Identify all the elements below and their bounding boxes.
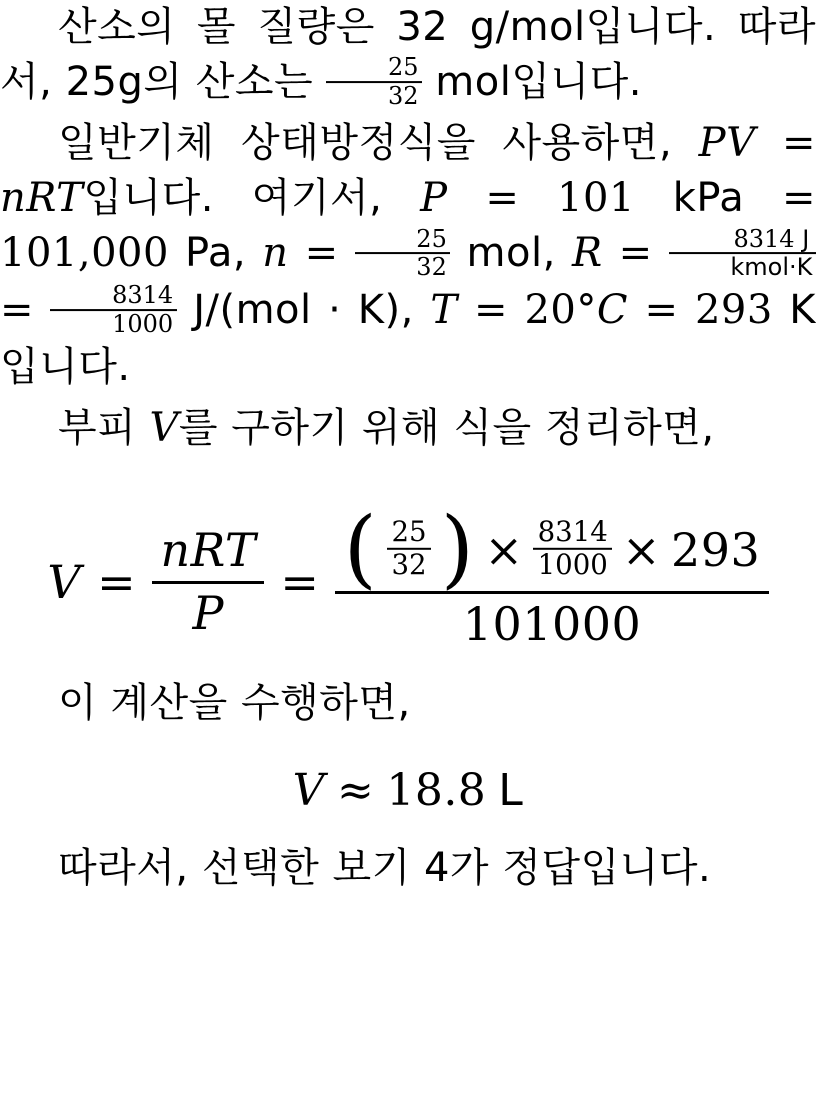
value-293: 293 <box>671 523 761 578</box>
equals-sign: = <box>755 120 816 167</box>
equals-sign: = <box>97 554 137 609</box>
fraction-denominator: 32 <box>326 81 422 110</box>
times-sign: × <box>484 523 524 578</box>
fraction-25-32 <box>326 54 422 110</box>
math-var-T: T <box>430 287 458 334</box>
fraction-nRT-P <box>152 523 264 641</box>
equals-sign: = <box>627 287 695 334</box>
equals-sign: = <box>447 175 558 222</box>
fraction-denominator: kmol·K <box>669 253 816 282</box>
fraction-denominator: 32 <box>355 253 451 282</box>
math-var-C: C <box>596 287 628 334</box>
fraction-numerator: 8314 <box>112 281 174 310</box>
comma: , <box>232 230 263 277</box>
equation-result <box>0 764 816 816</box>
math-var-V: V <box>47 554 82 609</box>
fraction-8314-1000 <box>50 283 176 339</box>
fraction-25-32 <box>387 514 430 581</box>
text-run: 이 계산을 수행하면, <box>58 679 411 726</box>
big-fraction <box>335 498 768 652</box>
paragraph-compute <box>0 676 816 731</box>
math-var-n: n <box>262 230 289 277</box>
fraction-numerator: 25 <box>387 53 419 82</box>
math-var-PV: PV <box>698 120 756 167</box>
unit-mol: mol <box>450 230 543 277</box>
equals-sign: = <box>602 230 669 277</box>
unit-J-per-molK: J/(mol · K) <box>176 287 401 334</box>
fraction-denominator: 32 <box>387 548 430 581</box>
math-var-P: P <box>420 175 448 222</box>
value-101000: 101,000 <box>0 230 169 277</box>
equals-sign: = <box>280 554 320 609</box>
fraction-denominator: 1000 <box>533 548 611 581</box>
fraction-8314-1000 <box>533 514 611 581</box>
text-run: 를 구하기 위해 식을 정리하면, <box>178 405 715 452</box>
equals-sign: = <box>457 287 525 334</box>
text-run: 일반기체 상태방정식을 사용하면, <box>58 120 699 167</box>
fraction-numerator: 25 <box>391 514 427 548</box>
text-run: 산소의 몰 질량은 32 g/mol입니다. 따라서, 25g의 산소는 <box>0 4 816 106</box>
result-value: 18.8 <box>386 764 487 816</box>
equation-volume <box>0 498 816 652</box>
unit-L: L <box>498 764 524 816</box>
fraction-numerator <box>335 498 768 598</box>
paragraph-rearrange <box>0 401 816 456</box>
fraction-numerator <box>672 226 813 253</box>
paragraph-ideal-gas <box>0 116 816 395</box>
equals-sign: = <box>744 175 816 222</box>
fraction-numerator: 25 <box>416 224 447 253</box>
text-run: 입니다. <box>0 344 131 391</box>
approx-sign: ≈ <box>336 764 375 816</box>
math-var-V: V <box>292 764 325 816</box>
equals-sign: = <box>288 230 355 277</box>
fraction-denominator: P <box>152 581 264 639</box>
text-run: 따라서, 선택한 보기 4가 정답입니다. <box>58 845 712 892</box>
text-run: mol입니다. <box>422 59 642 106</box>
comma: , <box>542 230 572 277</box>
text-run: 입니다. 여기서, <box>83 175 421 222</box>
value-8314: 8314 <box>733 224 803 253</box>
value-293: 293 <box>694 287 773 334</box>
fraction-numerator: 8314 <box>537 514 608 548</box>
fraction-denominator: 1000 <box>50 309 176 338</box>
paragraph-conclusion <box>0 841 816 896</box>
comma: , <box>400 287 431 334</box>
left-paren: ( <box>343 498 378 598</box>
math-var-nRT: nRT <box>0 175 84 222</box>
equals-sign: = <box>0 287 51 334</box>
unit-K: K <box>772 287 816 334</box>
fraction-denominator: 101000 <box>335 591 768 649</box>
paragraph-molar-mass <box>0 0 816 112</box>
text-run: 부피 <box>58 405 150 452</box>
fraction-numerator: nRT <box>160 523 257 578</box>
unit-kPa: kPa <box>634 175 745 222</box>
right-paren: ) <box>440 498 475 598</box>
times-sign: × <box>621 523 662 578</box>
unit-J: J <box>802 224 810 253</box>
math-var-R: R <box>571 230 603 277</box>
fraction-25-32 <box>355 226 451 282</box>
fraction-8314J-kmolK <box>669 226 816 282</box>
math-var-V: V <box>149 405 179 452</box>
unit-Pa: Pa <box>168 230 233 277</box>
value-20-deg: 20° <box>524 287 597 334</box>
value-101: 101 <box>557 175 635 222</box>
